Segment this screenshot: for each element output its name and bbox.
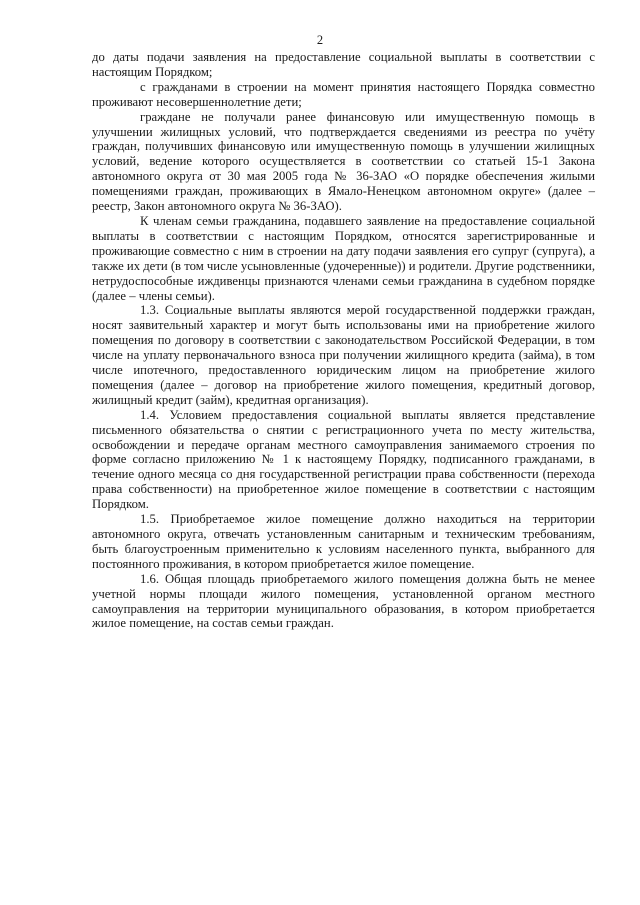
paragraph-1-5: 1.5. Приобретаемое жилое помещение должно находиться на территории автономного округа, отвечать установленным санитарным и техническим требованиям, быть благоустроенным применительно к условиям населенного пункта, выбранного для постоянного проживания, в котором приобретается жилое помещение.: [92, 512, 595, 571]
document-body: [92, 50, 595, 631]
page-number: 2: [316, 33, 324, 47]
paragraph-condition-children: с гражданами в строении на момент принятия настоящего Порядка совместно проживают несовершеннолетние дети;: [92, 79, 595, 109]
paragraph-family-members: К членам семьи гражданина, подавшего заявление на предоставление социальной выплаты в соответствии с настоящим Порядком, относятся зарегистрированные и проживающие совместно с ним в строении на дату подачи заявления его супруг (супруга), а также их дети (в том числе усыновленные (удочеренные)) и родители. Другие родственники, нетрудоспособные иждивенцы признаются членами семьи гражданина в судебном порядке (далее – члены семьи).: [92, 213, 595, 303]
paragraph-1-4: 1.4. Условием предоставления социальной выплаты является представление письменного обязательства о снятии с регистрационного учета по месту жительства, освобождении и передаче органам местного самоуправления занимаемого строения по форме согласно приложению № 1 к настоящему Порядку, подписанного гражданами, в течение одного месяца со дня государственной регистрации права собственности (перехода права собственности) на приобретенное жилое помещение в соответствии с настоящим Порядком.: [92, 407, 595, 512]
paragraph-continuation: до даты подачи заявления на предоставление социальной выплаты в соответствии с настоящим Порядком;: [92, 50, 595, 79]
paragraph-1-6: 1.6. Общая площадь приобретаемого жилого помещения должна быть не менее учетной нормы площади жилого помещения, установленной органом местного самоуправления на территории муниципального образования, в котором приобретается жилое помещение, на состав семьи граждан.: [92, 571, 595, 631]
paragraph-condition-no-prior-aid: граждане не получали ранее финансовую или имущественную помощь в улучшении жилищных условий, что подтверждается сведениями из реестра по учёту граждан, получивших финансовую или имущественную помощь в улучшении жилищных условий, ведение которого осуществляется в соответствии со статьей 15-1 Закона автономного округа от 30 мая 2005 года № 36-ЗАО «О порядке обеспечения жилыми помещениями граждан, проживающих в Ямало-Ненецком автономном округе» (далее – реестр, Закон автономного округа № 36-ЗАО).: [92, 109, 595, 214]
paragraph-1-3: 1.3. Социальные выплаты являются мерой государственной поддержки граждан, носят заявительный характер и могут быть использованы ими на приобретение жилого помещения по договору в соответствии с законодательством Российской Федерации, в том числе на уплату первоначального взноса при получении жилищного кредита (займа), в том числе ипотечного, предоставленного юридическим лицом на приобретение жилого помещения (далее – договор на приобретение жилого помещения, кредитный договор, жилищный кредит (займ), кредитная организация).: [92, 303, 595, 407]
